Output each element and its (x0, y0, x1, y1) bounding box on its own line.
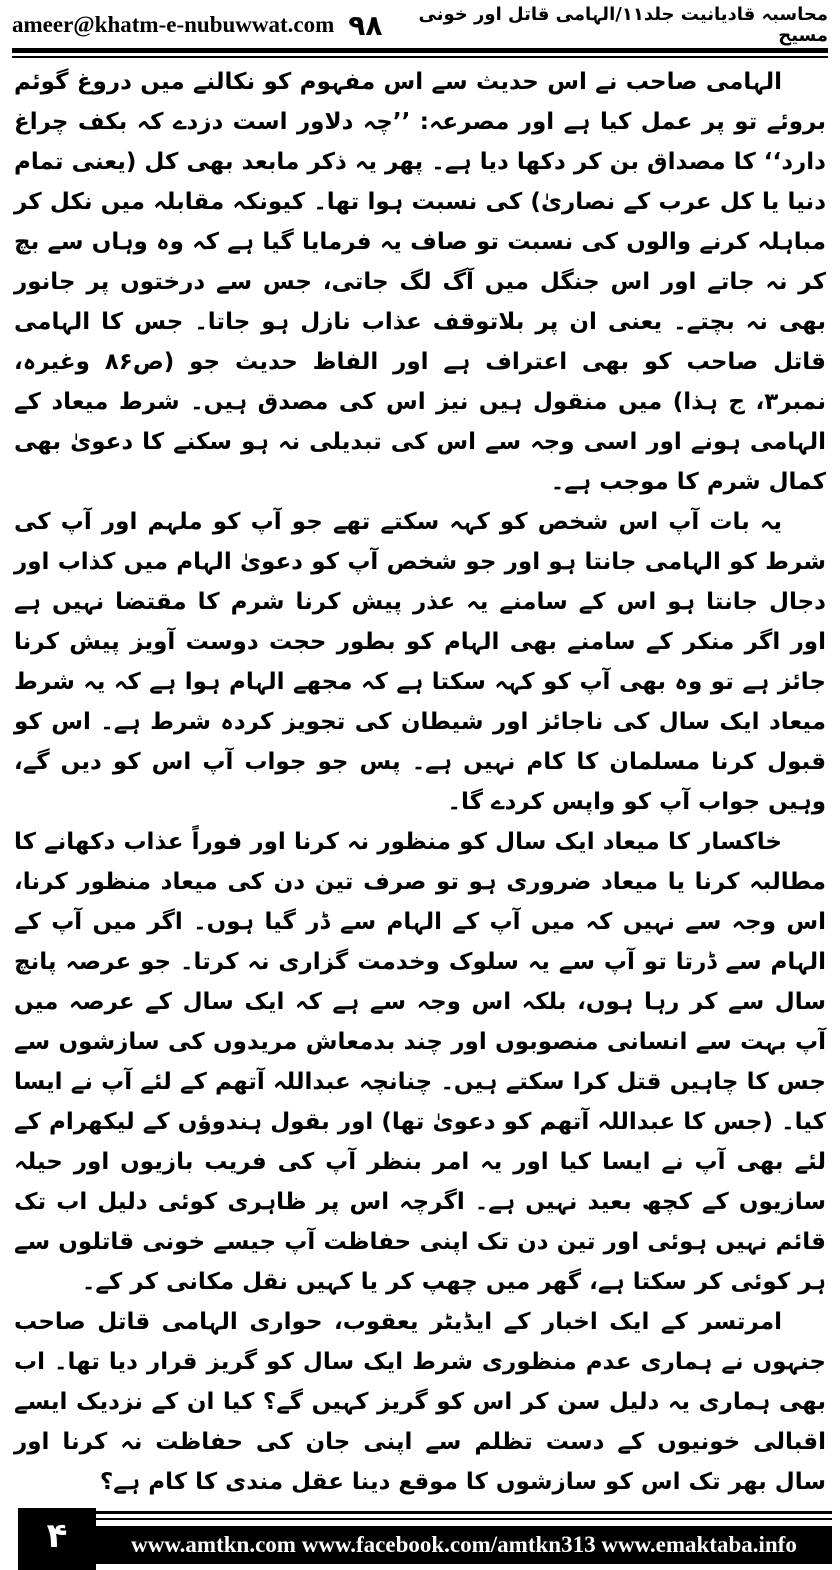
text-line: نسبت ہوا تھا۔ کیونکہ مقابلہ میں نکل کر مباہلہ کرنے والوں کی نسبت تو صاف یہ فرمایا گیا ہے کہ وہ (14, 189, 826, 255)
footer-rule-thin (96, 1518, 832, 1520)
text-line: پانچ سال سے کر رہا ہوں، بلکہ اس وجہ سے ہے کہ ایک سال کے عرصہ میں آپ بہت سے انسانی (14, 949, 826, 1055)
text-line: یہ بات آپ اس شخص کو کہہ سکتے تھے جو آپ کو ملہم اور آپ کی شرط کو الہامی جانتا ہو (14, 509, 826, 575)
text-line: خاکسار کا میعاد ایک سال کو منظور نہ کرنا اور فوراً عذاب دکھانے کا مطالبہ کرنا یا میعاد (14, 829, 826, 895)
text-line: امرتسر کے ایک اخبار کے ایڈیٹر یعقوب، حواری الہامی قاتل صاحب جنہوں نے (14, 1309, 826, 1375)
text-line: کرنا اور سال بھر تک اس کو سازشوں کا موقع دینا عقل مندی کا کام ہے؟ (14, 1429, 826, 1495)
text-line: کا مصداق بن کر دکھا دیا ہے۔ پھر یہ ذکر مابعد بھی کل (یعنی تمام دنیا یا کل عرب کے نصاریٰ) کی (14, 149, 826, 215)
text-line: ہوں۔ اگر میں آپ کے الہام سے ڈرتا تو آپ سے یہ سلوک وخدمت گزاری نہ کرتا۔ جو عرصہ (14, 909, 826, 975)
text-line: اور الفاظ حدیث جو (ص۸۶ وغیرہ، نمبر۳، ج ہذا) میں منقول ہیں نیز اس کی مصدق ہیں۔ شرط میعاد (14, 349, 826, 415)
text-line: ہماری عدم منظوری شرط ایک سال کو گریز قرار دیا تھا۔ اب بھی ہماری یہ دلیل سن کر اس کو گریز (14, 1349, 827, 1415)
text-line: کہیں گے؟ کیا ان کے نزدیک ایسے اقبالی خونیوں کے دست تظلم سے اپنی جان کی حفاظت نہ (14, 1389, 826, 1455)
text-line: ہے تو وہ بھی آپ کو کہہ سکتا ہے کہ مجھے الہام ہوا ہے کہ یہ شرط میعاد ایک سال کی ناجائز اور (14, 669, 826, 735)
text-line: شرم کا مقتضا نہیں ہے اور اگر منکر کے سامنے بھی الہام کو بطور حجت دوست آویز پیش کرنا جائز (14, 589, 826, 695)
text-line: اور جو شخص آپ کو دعویٰ الہام میں کذاب اور دجال جانتا ہو اس کے سامنے یہ عذر پیش کرنا (14, 549, 826, 615)
paragraph (14, 822, 826, 1302)
text-line: کے الہامی ہونے اور اسی وجہ سے اس کی تبدیلی نہ ہو سکنے کا دعویٰ بھی کمال شرم کا موجب ہے۔ (14, 389, 826, 495)
text-line: حفاظت آپ جیسے خونی قاتلوں سے ہر کوئی کر سکتا ہے، گھر میں چھپ کر یا کہیں نقل مکانی کر کے۔ (14, 1229, 826, 1295)
text-line: وہاں سے بچ کر نہ جاتے اور اس جنگل میں آگ لگ جاتی، جس سے درختوں پر جانور بھی نہ (14, 229, 826, 335)
text-line: شیطان کی تجویز کردہ شرط ہے۔ اس کو قبول کرنا مسلمان کا کام نہیں ہے۔ پس جو جواب آپ (14, 709, 826, 775)
paragraph (14, 502, 826, 822)
text-line: بچتے۔ یعنی ان پر بلاتوقف عذاب نازل ہو جاتا۔ جس کا الہامی قاتل صاحب کو بھی اعتراف ہے (14, 309, 826, 375)
footer-links: www.amtkn.com www.facebook.com/amtkn313 www.emaktaba.info (96, 1526, 832, 1564)
footer-rule (96, 1511, 832, 1514)
page-footer (18, 1508, 832, 1570)
text-line: عبداللہ آتھم کے لئے آپ نے ایسا کیا۔ (جس کا عبداللہ آتھم کو دعویٰ تھا) اور بقول ہندوؤں (14, 1069, 826, 1135)
header-title: محاسبہ قادیانیت جلد۱۱/الہامی قاتل اور خونی مسیح (418, 4, 828, 46)
header-rule (12, 48, 828, 53)
text-line: کے لیکھرام کے لئے بھی آپ نے ایسا کیا اور یہ امر بنظر آپ کی فریب بازیوں اور حیلہ سازیوں (14, 1109, 827, 1215)
text-line: اس کو دیں گے، وہیں جواب آپ کو واپس کردے گا۔ (14, 749, 826, 815)
text-line: منصوبوں اور چند بدمعاش مریدوں کی سازشوں سے جس کا چاہیں قتل کرا سکتے ہیں۔ چنانچہ (14, 1029, 826, 1095)
text-line: الہامی صاحب نے اس حدیث سے اس مفہوم کو نکالنے میں دروغ گوئم بروئے تو (14, 69, 827, 135)
page-header (12, 0, 828, 46)
text-line: کے کچھ بعید نہیں ہے۔ اگرچہ اس پر ظاہری کوئی دلیل اب تک قائم نہیں ہوئی اور تین دن تک اپنی (14, 1189, 826, 1255)
page-number: ۹۸ (348, 8, 383, 42)
text-line: ضروری ہو تو صرف تین دن کی میعاد منظور کرنا، اس وجہ سے نہیں کہ میں آپ کے الہام سے ڈر گیا (14, 869, 826, 935)
body-text (12, 58, 828, 1508)
text-line: پر عمل کیا ہے اور مصرعہ: ’’چہ دلاور است دزدے کہ بکف چراغ دارد‘‘ (14, 109, 826, 175)
paragraph (14, 1302, 826, 1502)
paragraph (14, 62, 826, 502)
header-email: ameer@khatm-e-nubuwwat.com (12, 12, 335, 37)
footer-page-marker: ۴ (18, 1508, 96, 1570)
